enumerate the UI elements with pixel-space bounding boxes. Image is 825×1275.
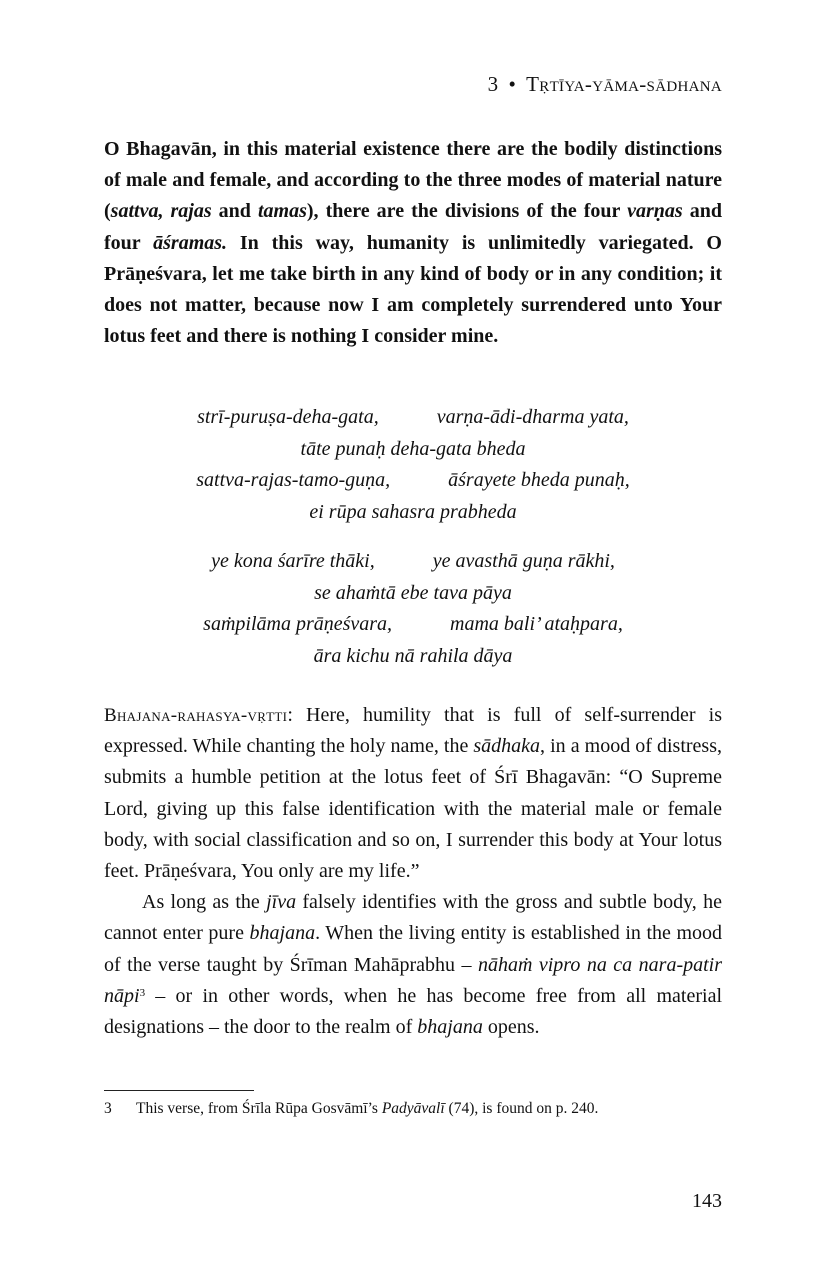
verse-translation: [104, 134, 722, 352]
footnote-number: 3: [104, 1100, 112, 1117]
verse-half-line: saṁpilāma prāṇeśvara,: [203, 613, 393, 635]
commentary-italic: bhajana: [417, 1016, 483, 1039]
chapter-number: 3: [487, 72, 499, 96]
footnote-reference[interactable]: 3: [139, 986, 146, 999]
translation-text: and: [211, 200, 258, 223]
verse-line: [104, 609, 722, 641]
verse-half-line: āśrayete bheda punaḥ,: [448, 469, 630, 491]
commentary-text: – or in other words, when he has become free from all material designations – the door to the realm of: [104, 984, 722, 1039]
commentary-paragraph-1: [104, 700, 722, 887]
verse-half-line: strī-puruṣa-deha-gata,: [197, 406, 379, 428]
footnote-text: (74), is found on p. 240.: [444, 1100, 599, 1117]
commentary-text: , in a mood of distress, submits a humble petition at the lotus feet of Śrī Bhagavān: “O Supreme Lord, giving up this false identification with the material male or female body, with social classification and so on, I surrender this body at Your lotus feet. Prāṇeśvara, You only are my life.”: [104, 735, 722, 883]
translation-italic: āśramas.: [153, 231, 228, 254]
translation-text: O Bhagavān, in this material existence there are the bodily distinctions of male and female, and according to the three modes of material nature (: [104, 138, 722, 223]
commentary-italic: jīva: [266, 891, 297, 914]
commentary-paragraph-2: [104, 887, 722, 1043]
commentary-text: : Here, humility that is full of self-surrender is expressed. While chanting the holy name, the: [104, 704, 722, 758]
translation-text: and four: [104, 200, 722, 254]
verse-half-line: varṇa-ādi-dharma yata,: [436, 406, 629, 428]
commentary-text: opens.: [482, 1016, 540, 1039]
translation-italic: sattva, rajas: [110, 200, 212, 223]
bengali-verse-1: [104, 402, 722, 528]
commentary-text: As long as the: [142, 891, 267, 914]
verse-half-line: ye kona śarīre thāki,: [211, 550, 375, 572]
verse-line: [104, 402, 722, 434]
verse-line: [104, 465, 722, 497]
verse-half-line: ye avasthā guṇa rākhi,: [432, 550, 615, 572]
translation-italic: tamas: [257, 200, 307, 223]
verse-line: se ahaṁtā ebe tava pāya: [314, 581, 512, 604]
footnote: [104, 1098, 722, 1120]
verse-line: [104, 546, 722, 578]
commentary: [104, 700, 722, 1043]
translation-text: ), there are the divisions of the four: [306, 200, 628, 223]
commentary-italic: sādhaka: [473, 735, 541, 758]
page-number: 143: [692, 1190, 722, 1212]
book-page: [104, 0, 722, 1275]
footnote-text: This verse, from Śrīla Rūpa Gosvāmī’s: [136, 1100, 382, 1117]
footnote-divider: [104, 1090, 254, 1091]
verse-half-line: mama bali’ ataḥpara,: [450, 613, 623, 635]
bullet-separator: •: [508, 72, 517, 96]
commentary-text: . When the living entity is established in the mood of the verse taught by Śrīman Mahāprabhu –: [104, 922, 722, 976]
commentary-label: Bhajana-rahasya-vṛtti: [104, 705, 288, 726]
translation-text: In this way, humanity is unlimitedly variegated. O Prāṇeśvara, let me take birth in any kind of body or in any condition; it does not matter, because now I am completely surrendered unto Your lotus feet and there is nothing I consider mine.: [104, 231, 722, 348]
commentary-italic: nāhaṁ vipro na ca nara-patir nāpi: [104, 953, 722, 1007]
commentary-italic: bhajana: [249, 922, 316, 945]
bengali-verse-2: [104, 546, 722, 672]
verse-half-line: sattva-rajas-tamo-guṇa,: [196, 469, 391, 491]
verse-line: tāte punaḥ deha-gata bheda: [300, 437, 526, 460]
running-header: [488, 72, 722, 97]
verse-line: āra kichu nā rahila dāya: [313, 644, 513, 667]
translation-italic: varṇas: [627, 200, 683, 223]
footnote-italic: Padyāvalī: [381, 1100, 445, 1117]
chapter-title: Tṛtīya-yāma-sādhana: [526, 72, 722, 96]
verse-line: ei rūpa sahasra prabheda: [309, 500, 517, 523]
commentary-text: falsely identifies with the gross and subtle body, he cannot enter pure: [104, 891, 722, 945]
